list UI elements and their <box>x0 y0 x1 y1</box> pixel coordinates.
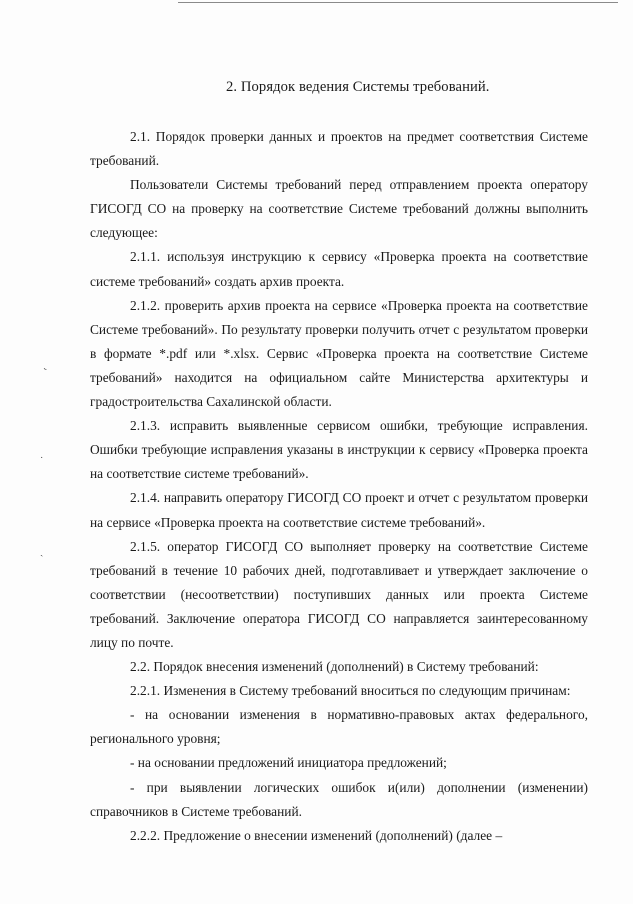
scan-edge-line <box>178 2 618 3</box>
section-heading: 2. Порядок ведения Системы требований. <box>226 79 490 95</box>
paragraph-2-1-1: 2.1.1. используя инструкцию к сервису «Проверка проекта на соответствие системе требований» создать архив проекта. <box>90 249 588 289</box>
list-item-legislation: - на основании изменения в нормативно-правовых актах федерального, регионального уровня; <box>90 707 588 747</box>
paragraph-2-1-4: 2.1.4. направить оператору ГИСОГД СО проект и отчет с результатом проверки на сервисе «Проверка проекта на соответствие системе требований». <box>90 490 588 530</box>
list-item-errors: - при выявлении логических ошибок и(или) дополнении (изменении) справочников в Системе требований. <box>90 779 588 819</box>
scan-speck-icon: ˏ <box>40 546 44 557</box>
paragraph-2-2: 2.2. Порядок внесения изменений (дополнений) в Систему требований: <box>130 659 539 675</box>
paragraph-users-intro: Пользователи Системы требований перед отправлением проекта оператору ГИСОГД СО на проверку на соответствие Системе требований должны выполнить следующее: <box>90 177 588 241</box>
paragraph-2-1: 2.1. Порядок проверки данных и проектов на предмет соответствия Системе требований. <box>90 129 588 169</box>
scan-speck-icon: ˞ <box>44 364 48 375</box>
scan-speck-icon: ˙ <box>40 456 44 467</box>
paragraph-2-1-3: 2.1.3. исправить выявленные сервисом ошибки, требующие исправления. Ошибки требующие исправления указаны в инструкции к сервису «Проверка проекта на соответствие системе требований». <box>90 418 588 482</box>
document-body <box>90 125 588 848</box>
list-item-initiator: - на основании предложений инициатора предложений; <box>130 755 447 771</box>
paragraph-2-2-1: 2.2.1. Изменения в Систему требований вноситься по следующим причинам: <box>130 683 571 699</box>
paragraph-2-1-2: 2.1.2. проверить архив проекта на сервисе «Проверка проекта на соответствие Системе требований». По результату проверки получить отчет с результатом проверки в формате *.pdf или *.xlsx. Сервис «Проверка проекта на соответствие Системе требований» находится на официальном сайте Министерства архитектуры и градостроительства Сахалинской области. <box>90 297 588 410</box>
paragraph-2-2-2: 2.2.2. Предложение о внесении изменений (дополнений) (далее – <box>130 827 503 843</box>
paragraph-2-1-5: 2.1.5. оператор ГИСОГД СО выполняет проверку на соответствие Системе требований в течение 10 рабочих дней, подготавливает и утверждает заключение о соответствии (несоответствии) поступивших данных или проекта Системе требований. Заключение оператора ГИСОГД СО направляется заинтересованному лицу по почте. <box>90 538 588 650</box>
